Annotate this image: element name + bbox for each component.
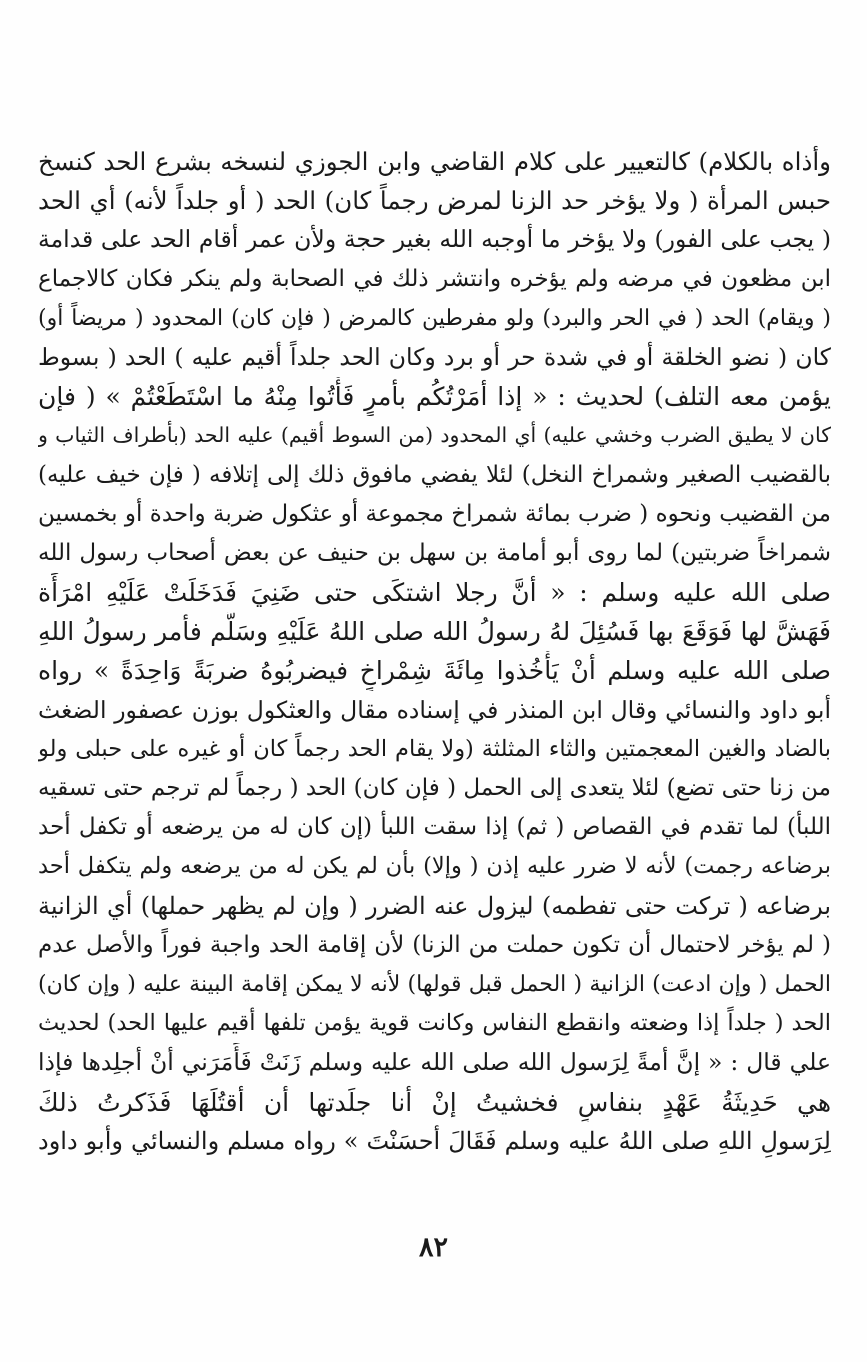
text-line: الحمل ( وإن ادعت) الزانية ( الحمل قبل قولها) لأنه لا يمكن إقامة البينة عليه ( وإن كان) [38, 971, 831, 997]
text-line: صلى الله عليه وسلم أنْ يَأْخُذوا مِائَةَ شِمْراخٍ فيضربُوهُ ضربَةً وَاحِدَةً » رواه [38, 656, 831, 686]
text-line: يؤمن معه التلف) لحديث : « إذا أمَرْتُكُم بأمرٍ فَأْتُوا مِنْهُ ما اسْتَطَعْتُمْ » ( فإن [38, 382, 831, 412]
text-line: هي حَدِيثَةُ عَهْدٍ بنفاسٍ فخشيتُ إنْ أنا جلَدتها أن أقتُلَهَا فَذَكرتُ ذلكَ [38, 1087, 831, 1117]
text-line: أبو داود والنسائي وقال ابن المنذر في إسناده مقال والعثكول بوزن عصفور الضغث [38, 695, 831, 724]
text-line: بالضاد والغين المعجمتين والثاء المثلثة (ولا يقام الحد رجماً كان أو غيره على حبلى ولو [38, 735, 831, 762]
text-line: ابن مظعون في مرضه ولم يؤخره وانتشر ذلك في الصحابة ولم ينكر فكان كالاجماع [38, 265, 831, 292]
text-line: فَهَشَّ لها فَوَقَعَ بها فَسُئِلَ لهُ رسولُ الله صلى اللهُ عَلَيْهِ وسَلَّم فأمر رسولُ اللهِ [38, 617, 831, 647]
text-line: وأذاه بالكلام) كالتعيير على كلام القاضي وابن الجوزي لنسخه بشرع الحد كنسخ [38, 147, 831, 176]
text-line: الحد ( جلداً إذا وضعته وانقطع النفاس وكانت قوية يؤمن تلفها أقيم عليها الحد) لحديث [38, 1010, 831, 1037]
text-line: كان ( نضو الخلقة أو في شدة حر أو برد وكان الحد جلداً أقيم عليه ) الحد ( بسوط [38, 342, 831, 371]
text-line: اللبأ) لما تقدم في القصاص ( ثم) إذا سقت اللبأ (إن كان له من يرضعه أو تكفل أحد [38, 814, 831, 841]
text-line: حبس المرأة ( ولا يؤخر حد الزنا لمرض رجماً كان) الحد ( أو جلداً لأنه) أي الحد [38, 186, 831, 216]
text-line: من القضيب ونحوه ( ضرب بمائة شمراخ مجموعة أو عثكول ضربة واحدة أو بخمسين [38, 500, 831, 527]
text-line: ( ويقام) الحد ( في الحر والبرد) ولو مفرطين كالمرض ( فإن كان) المحدود ( مريضاً أو) [38, 305, 831, 331]
text-line: لِرَسولِ اللهِ صلى اللهُ عليه وسلم فَقَالَ أحسَنْتَ » رواه مسلم والنسائي وأبو داود [38, 1126, 831, 1155]
text-line: ( يجب على الفور) ولا يؤخر ما أوجبه الله بغير حجة ولأن عمر أقام الحد على قدامة [38, 225, 831, 254]
text-line: شمراخاً ضربتين) لما روى أبو أمامة بن سهل بن حنيف عن بعض أصحاب رسول الله [38, 539, 831, 566]
text-line: برضاعه ( تركت حتى تفطمه) ليزول عنه الضرر ( وإن لم يظهر حملها) أي الزانية [38, 891, 831, 920]
text-line: صلى الله عليه وسلم : « أنَّ رجلا اشتكَى حتى ضَنِيَ فَدَخَلَتْ عَلَيْهِ امْرَأَة [38, 578, 831, 608]
text-line: برضاعه رجمت) لأنه لا ضرر عليه إذن ( وإلا) بأن لم يكن له من يرضعه ولم يتكفل أحد [38, 853, 831, 880]
page-number: ٨٢ [418, 1232, 448, 1263]
main-text [38, 142, 831, 1161]
text-line: من زنا حتى تضع) لئلا يتعدى إلى الحمل ( فإن كان) الحد ( رجماً لم ترجم حتى تسقيه [38, 775, 831, 801]
text-line: علي قال : « إنَّ أمةً لِرَسول الله صلى الله عليه وسلم زَنَتْ فَأَمَرَني أنْ أجلِدها فإذا [38, 1048, 831, 1077]
text-line: ( لم يؤخر لاحتمال أن تكون حملت من الزنا) لأن إقامة الحد واجبة فوراً والأصل عدم [38, 931, 831, 958]
text-line: كان لا يطيق الضرب وخشي عليه) أي المحدود (من السوط أقيم) عليه الحد (بأطراف الثياب و [38, 423, 831, 448]
text-line: بالقضيب الصغير وشمراخ النخل) لئلا يفضي مافوق ذلك إلى إتلافه ( فإن خيف عليه) [38, 461, 831, 488]
